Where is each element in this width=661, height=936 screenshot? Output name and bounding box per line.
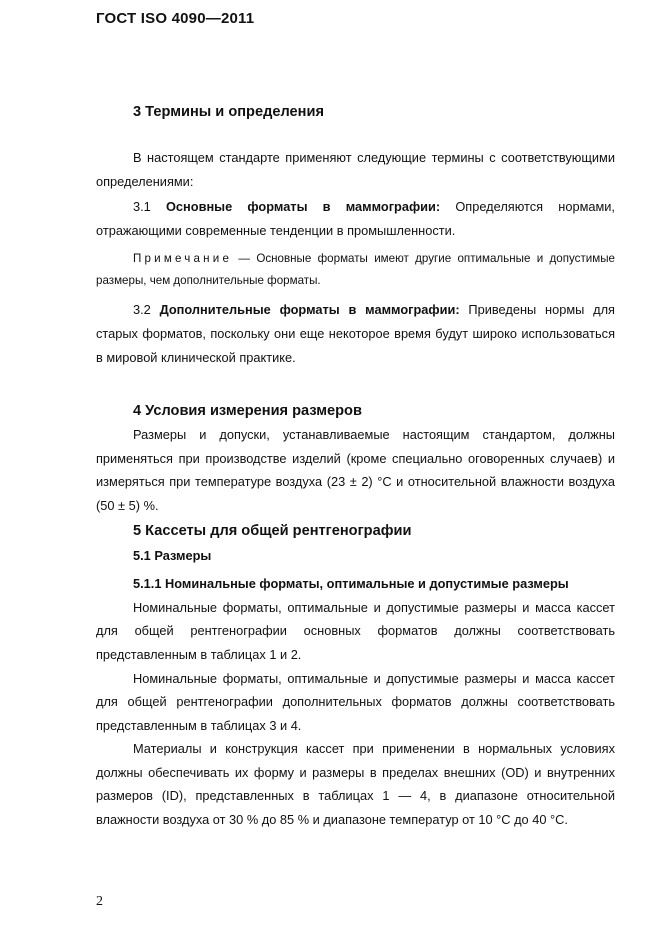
subsection-5-1-1-title: 5.1.1 Номинальные форматы, оптимальные и допустимые размеры bbox=[133, 576, 569, 592]
term-3-1 bbox=[96, 195, 615, 242]
note bbox=[96, 248, 615, 292]
section-4-title: 4 Условия измерения размеров bbox=[133, 403, 362, 420]
term-3-1-term: Основные форматы в маммографии: bbox=[165, 199, 441, 215]
paragraph-5-1-1-a: Номинальные форматы, оптимальные и допустимые размеры и масса кассет для общей рентгенографии основных форматов должны соответствовать представленным в таблицах 1 и 2. bbox=[96, 599, 615, 662]
page-number: 2 bbox=[96, 894, 103, 909]
term-3-2-number: 3.2 bbox=[133, 302, 160, 318]
subsection-5-1-title: 5.1 Размеры bbox=[133, 547, 212, 563]
section-3-title: 3 Термины и определения bbox=[133, 104, 324, 120]
paragraph-5-1-1-b: Номинальные форматы, оптимальные и допустимые размеры и масса кассет для общей рентгенографии дополнительных форматов должны соответствовать представленным в таблицах 3 и 4. bbox=[96, 670, 615, 733]
term-3-1-number: 3.1 bbox=[133, 199, 166, 215]
document-header: ГОСТ ISO 4090—2011 bbox=[96, 10, 255, 27]
section-3-intro: В настоящем стандарте применяют следующие термины с соответствующими определениями: bbox=[96, 150, 615, 189]
section-5-title: 5 Кассеты для общей рентгенографии bbox=[133, 522, 412, 539]
term-3-2 bbox=[96, 298, 615, 369]
note-text: — Основные форматы имеют другие оптимальные и допустимые размеры, чем дополнительные форматы. bbox=[96, 252, 615, 288]
term-3-1-definition: Определяются нормами, отражающими современные тенденции в промышленности. bbox=[96, 199, 615, 238]
term-3-2-definition: Приведены нормы для старых форматов, поскольку они еще некоторое время будут широко использоваться в мировой клинической практике. bbox=[96, 302, 615, 365]
section-4-text: Размеры и допуски, устанавливаемые настоящим стандартом, должны применяться при производстве изделий (кроме специально оговоренных случаев) и измеряться при температуре воздуха (23 ± 2) °С и относительной влажности воздуха (50 ± 5) %. bbox=[96, 427, 615, 513]
term-3-2-term: Дополнительные форматы в маммографии: bbox=[159, 302, 460, 318]
document-body bbox=[96, 100, 615, 832]
note-label: Примечание bbox=[133, 252, 233, 266]
paragraph-5-1-1-c: Материалы и конструкция кассет при применении в нормальных условиях должны обеспечивать их форму и размеры в пределах внешних (OD) и внутренних размеров (ID), представленных в таблицах 1 — 4, в диапазоне относительной влажности воздуха от 30 % до 85 % и диапазоне температур от 10 °С до 40 °С. bbox=[96, 741, 615, 828]
